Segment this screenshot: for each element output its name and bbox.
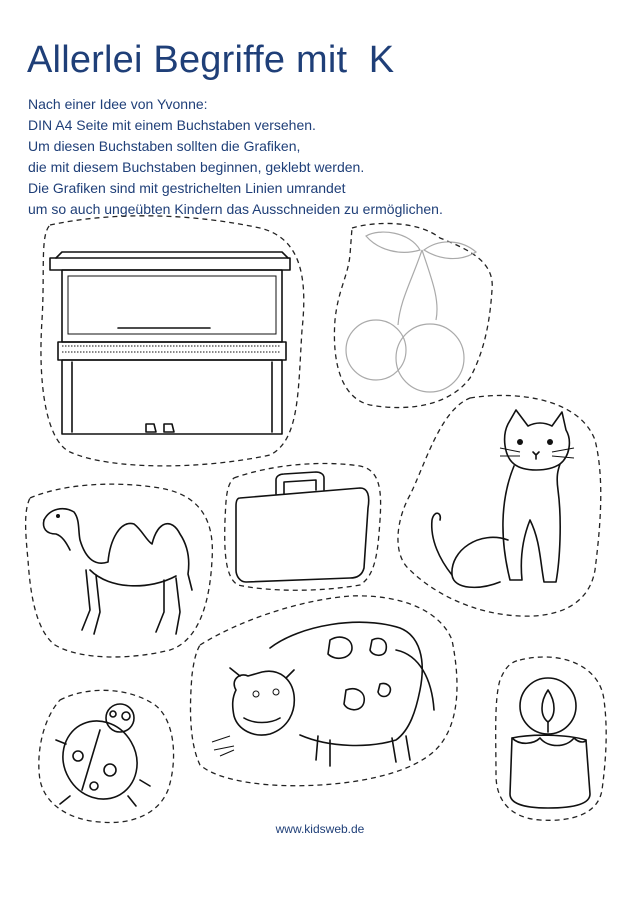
cherries-icon bbox=[346, 232, 476, 392]
cow-icon bbox=[212, 622, 434, 766]
footer-url[interactable]: www.kidsweb.de bbox=[275, 822, 365, 836]
cow-cutout[interactable] bbox=[190, 596, 457, 786]
candle-cutout[interactable] bbox=[496, 657, 607, 820]
piano-icon bbox=[50, 252, 290, 434]
cut-line bbox=[225, 463, 381, 590]
cat-icon bbox=[432, 410, 574, 587]
intro-line: um so auch ungeübten Kindern das Ausschneiden zu ermöglichen. bbox=[28, 201, 443, 217]
ladybug-cutout[interactable] bbox=[39, 690, 174, 822]
intro-line: DIN A4 Seite mit einem Buchstaben versehen. bbox=[28, 117, 316, 133]
intro-line: Nach einer Idee von Yvonne: bbox=[28, 96, 208, 112]
cut-line bbox=[190, 596, 457, 786]
cat-cutout[interactable] bbox=[398, 395, 601, 616]
intro-line: die mit diesem Buchstaben beginnen, geklebt werden. bbox=[28, 159, 365, 175]
page-title: Allerlei Begriffe mit K bbox=[27, 39, 395, 81]
candle-icon bbox=[510, 678, 590, 808]
camel-icon bbox=[44, 509, 193, 634]
cut-line bbox=[39, 690, 174, 822]
piano-cutout[interactable] bbox=[41, 216, 304, 466]
intro-line: Um diesen Buchstaben sollten die Grafiken, bbox=[28, 138, 301, 154]
briefcase-icon bbox=[236, 472, 369, 582]
cherries-cutout[interactable] bbox=[334, 223, 492, 407]
camel-cutout[interactable] bbox=[26, 484, 213, 657]
intro-line: Die Grafiken sind mit gestrichelten Linien umrandet bbox=[28, 180, 346, 196]
briefcase-cutout[interactable] bbox=[225, 463, 381, 590]
ladybug-icon bbox=[49, 704, 151, 813]
